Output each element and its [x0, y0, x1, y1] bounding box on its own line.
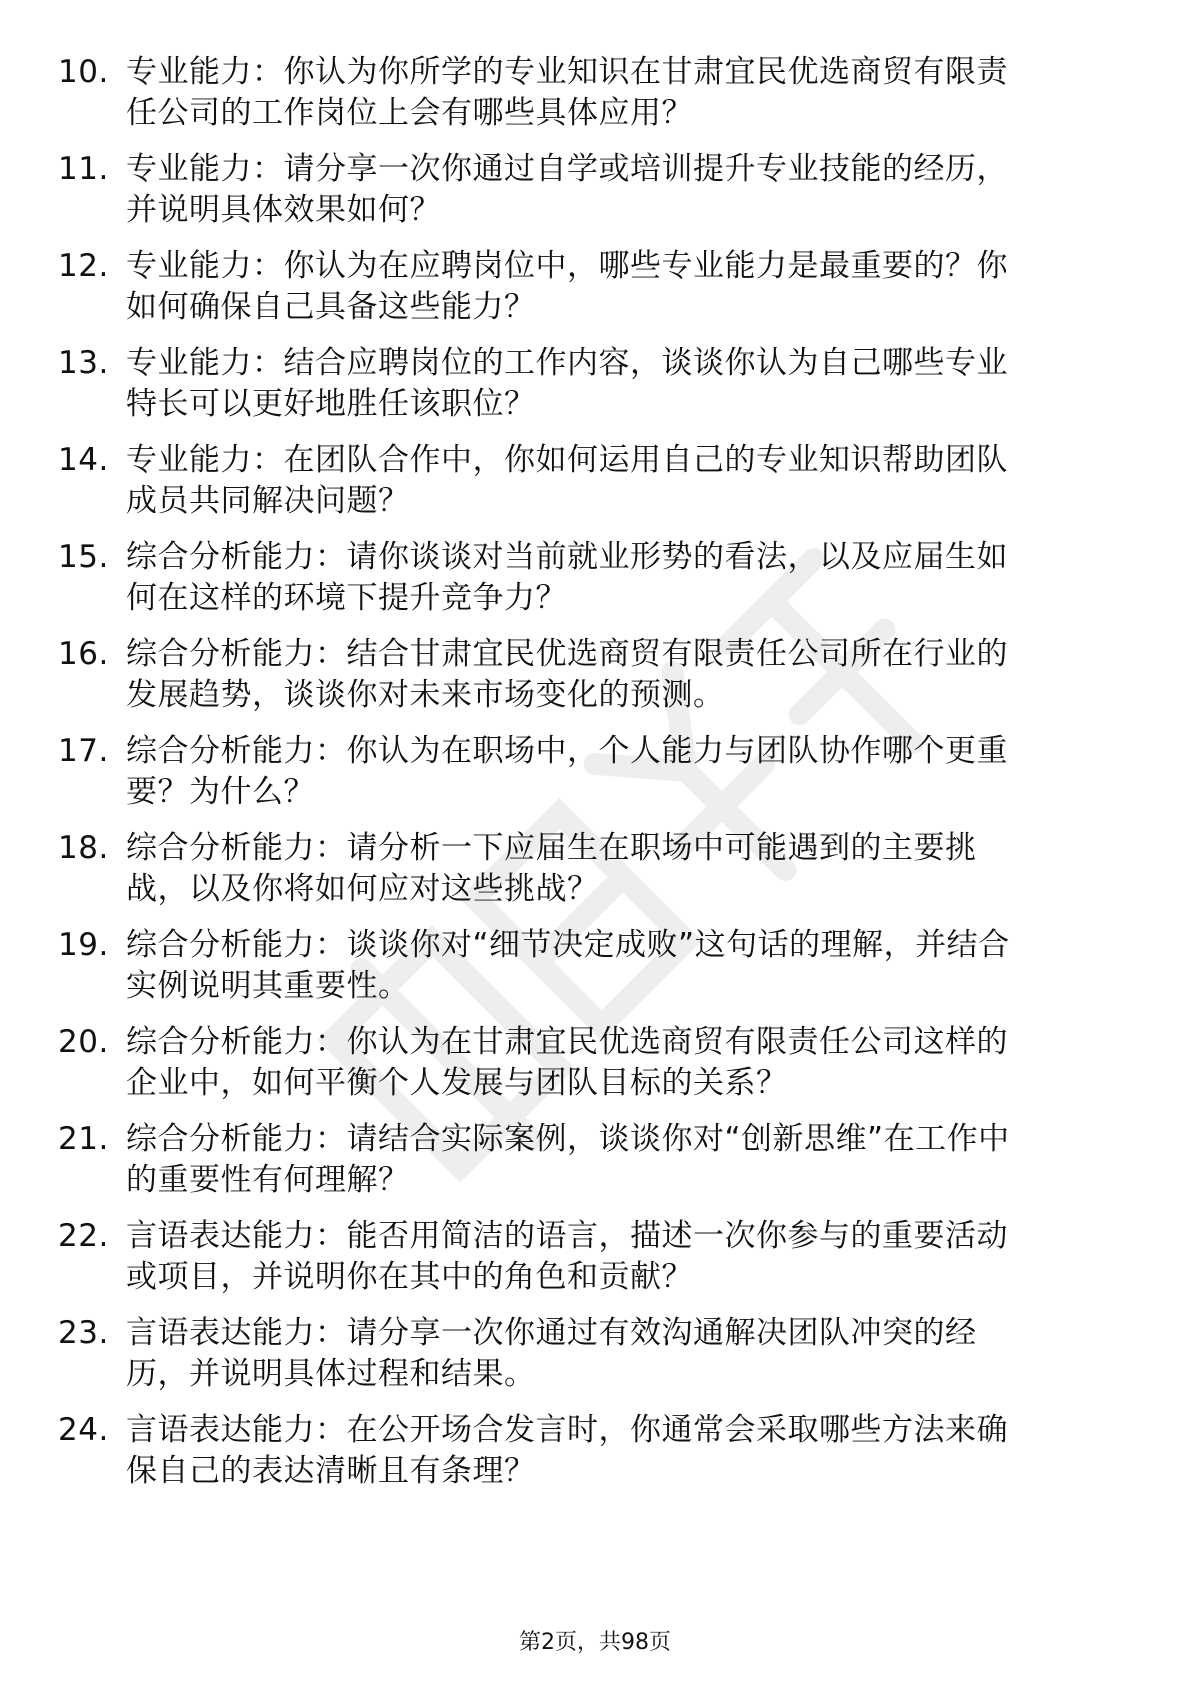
question-text-line: 综合分析能力：你认为在职场中，个人能力与团队协作哪个更重: [126, 733, 1008, 769]
question-text-line: 专业能力：请分享一次你通过自学或培训提升专业技能的经历，: [126, 151, 1008, 187]
question-number: 15.: [58, 539, 109, 575]
question-text-line: 综合分析能力：请你谈谈对当前就业形势的看法，以及应届生如: [126, 539, 1008, 575]
question-text: [126, 731, 1126, 813]
question-number: 12.: [58, 248, 109, 284]
question-text-line: 专业能力：你认为在应聘岗位中，哪些专业能力是最重要的？你: [126, 248, 1008, 284]
question-text-line: 的重要性有何理解？: [126, 1162, 410, 1198]
question-number: 11.: [58, 151, 109, 187]
question-text-line: 要？为什么？: [126, 774, 315, 810]
question-text: [126, 1216, 1126, 1298]
question-text-line: 言语表达能力：请分享一次你通过有效沟通解决团队冲突的经: [126, 1315, 977, 1351]
question-text-line: 专业能力：在团队合作中，你如何运用自己的专业知识帮助团队: [126, 442, 1008, 478]
question-text: [126, 828, 1126, 910]
question-text-line: 历，并说明具体过程和结果。: [126, 1356, 536, 1392]
question-text: [126, 537, 1126, 619]
question-text: [126, 440, 1126, 522]
question-number: 14.: [58, 442, 109, 478]
question-text: [126, 1022, 1126, 1104]
question-number: 23.: [58, 1315, 109, 1351]
question-text-line: 综合分析能力：你认为在甘肃宜民优选商贸有限责任公司这样的: [126, 1024, 1008, 1060]
question-text-line: 特长可以更好地胜任该职位？: [126, 386, 536, 422]
question-text: [126, 634, 1126, 716]
question-text: [126, 246, 1126, 328]
question-number: 22.: [58, 1218, 109, 1254]
question-number: 16.: [58, 636, 109, 672]
question-text: [126, 52, 1126, 134]
question-number: 21.: [58, 1121, 109, 1157]
question-text: [126, 1410, 1126, 1492]
question-number: 13.: [58, 345, 109, 381]
question-text: [126, 149, 1126, 231]
question-text: [126, 925, 1126, 1007]
question-text-line: 企业中，如何平衡个人发展与团队目标的关系？: [126, 1065, 788, 1101]
question-number: 10.: [58, 54, 109, 90]
question-text: [126, 343, 1126, 425]
question-text-line: 实例说明其重要性。: [126, 968, 410, 1004]
question-text: [126, 1313, 1126, 1395]
question-text-line: 成员共同解决问题？: [126, 483, 410, 519]
question-text-line: 并说明具体效果如何？: [126, 192, 441, 228]
question-number: 18.: [58, 830, 109, 866]
page-number: 第2页，共98页: [519, 1630, 671, 1655]
question-number: 20.: [58, 1024, 109, 1060]
question-text-line: 综合分析能力：请结合实际案例，谈谈你对“创新思维”在工作中: [126, 1121, 1010, 1157]
question-text-line: 言语表达能力：在公开场合发言时，你通常会采取哪些方法来确: [126, 1412, 1008, 1448]
question-text: [126, 1119, 1126, 1201]
question-number: 24.: [58, 1412, 109, 1448]
question-text-line: 综合分析能力：请分析一下应届生在职场中可能遇到的主要挑: [126, 830, 977, 866]
question-text-line: 任公司的工作岗位上会有哪些具体应用？: [126, 95, 693, 131]
question-text-line: 综合分析能力：结合甘肃宜民优选商贸有限责任公司所在行业的: [126, 636, 1008, 672]
question-text-line: 保自己的表达清晰且有条理？: [126, 1453, 536, 1489]
question-text-line: 如何确保自己具备这些能力？: [126, 289, 536, 325]
question-number: 19.: [58, 927, 109, 963]
question-text-line: 战，以及你将如何应对这些挑战？: [126, 871, 599, 907]
question-text-line: 综合分析能力：谈谈你对“细节决定成败”这句话的理解，并结合: [126, 927, 1010, 963]
question-text-line: 发展趋势，谈谈你对未来市场变化的预测。: [126, 677, 725, 713]
question-text-line: 或项目，并说明你在其中的角色和贡献？: [126, 1259, 693, 1295]
question-text-line: 何在这样的环境下提升竞争力？: [126, 580, 567, 616]
question-text-line: 专业能力：结合应聘岗位的工作内容，谈谈你认为自己哪些专业: [126, 345, 1008, 381]
question-text-line: 专业能力：你认为你所学的专业知识在甘肃宜民优选商贸有限责: [126, 54, 1008, 90]
question-number: 17.: [58, 733, 109, 769]
question-text-line: 言语表达能力：能否用简洁的语言，描述一次你参与的重要活动: [126, 1218, 1008, 1254]
